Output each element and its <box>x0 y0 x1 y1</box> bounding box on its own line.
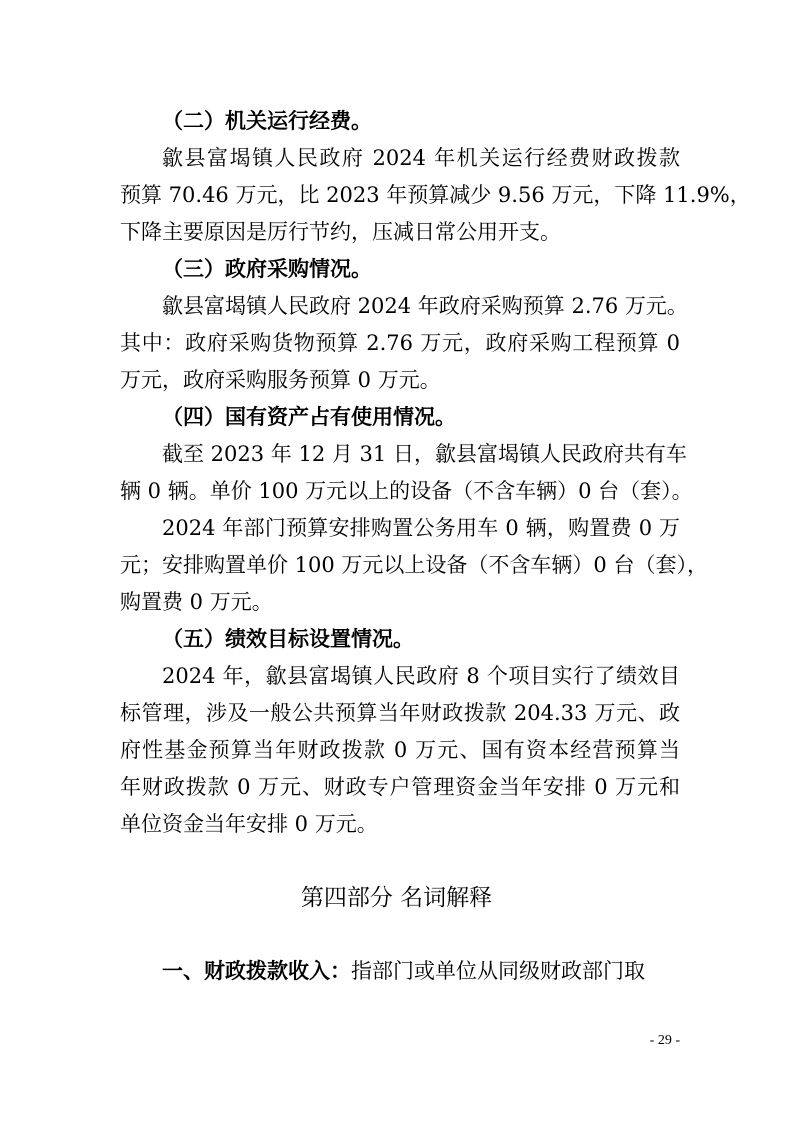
paragraph-line: 预算 70.46 万元，比 2023 年预算减少 9.56 万元，下降 11.9%， <box>120 183 751 207</box>
paragraph-line: 年财政拨款 0 万元、财政专户管理资金当年安排 0 万元和 <box>120 775 680 799</box>
part-title: 第四部分 名词解释 <box>300 885 493 911</box>
paragraph-line: 其中：政府采购货物预算 2.76 万元，政府采购工程预算 0 <box>120 331 680 355</box>
paragraph-line: 2024 年部门预算安排购置公务用车 0 辆，购置费 0 万 <box>162 516 680 540</box>
paragraph-line: 单位资金当年安排 0 万元。 <box>120 812 378 836</box>
section-heading-procurement: （三）政府采购情况。 <box>162 257 372 281</box>
glossary-term-line <box>162 956 680 986</box>
paragraph-line: 歙县富堨镇人民政府 2024 年机关运行经费财政拨款 <box>162 146 680 170</box>
glossary-term-label: 一、财政拨款收入： <box>162 959 351 983</box>
paragraph-line: 辆 0 辆。单价 100 万元以上的设备（不含车辆）0 台（套）。 <box>120 479 693 503</box>
paragraph-line: 元；安排购置单价 100 万元以上设备（不含车辆）0 台（套）， <box>120 553 708 577</box>
paragraph-line: 万元，政府采购服务预算 0 万元。 <box>120 368 441 392</box>
paragraph-line: 2024 年，歙县富堨镇人民政府 8 个项目实行了绩效目 <box>162 664 680 688</box>
paragraph-line: 截至 2023 年 12 月 31 日，歙县富堨镇人民政府共有车 <box>162 442 687 466</box>
paragraph-line: 歙县富堨镇人民政府 2024 年政府采购预算 2.76 万元。 <box>162 294 688 318</box>
section-heading-performance: （五）绩效目标设置情况。 <box>162 627 414 651</box>
paragraph-line: 府性基金预算当年财政拨款 0 万元、国有资本经营预算当 <box>120 738 680 762</box>
paragraph-line: 下降主要原因是厉行节约，压减日常公用开支。 <box>120 220 561 244</box>
paragraph-line: 标管理，涉及一般公共预算当年财政拨款 204.33 万元、政 <box>120 701 680 725</box>
section-heading-admin-costs: （二）机关运行经费。 <box>162 109 372 133</box>
glossary-term-text: 指部门或单位从同级财政部门取 <box>351 959 645 983</box>
page-number: - 29 - <box>649 1033 680 1048</box>
section-heading-state-assets: （四）国有资产占有使用情况。 <box>162 405 456 429</box>
paragraph-line: 购置费 0 万元。 <box>120 590 273 614</box>
